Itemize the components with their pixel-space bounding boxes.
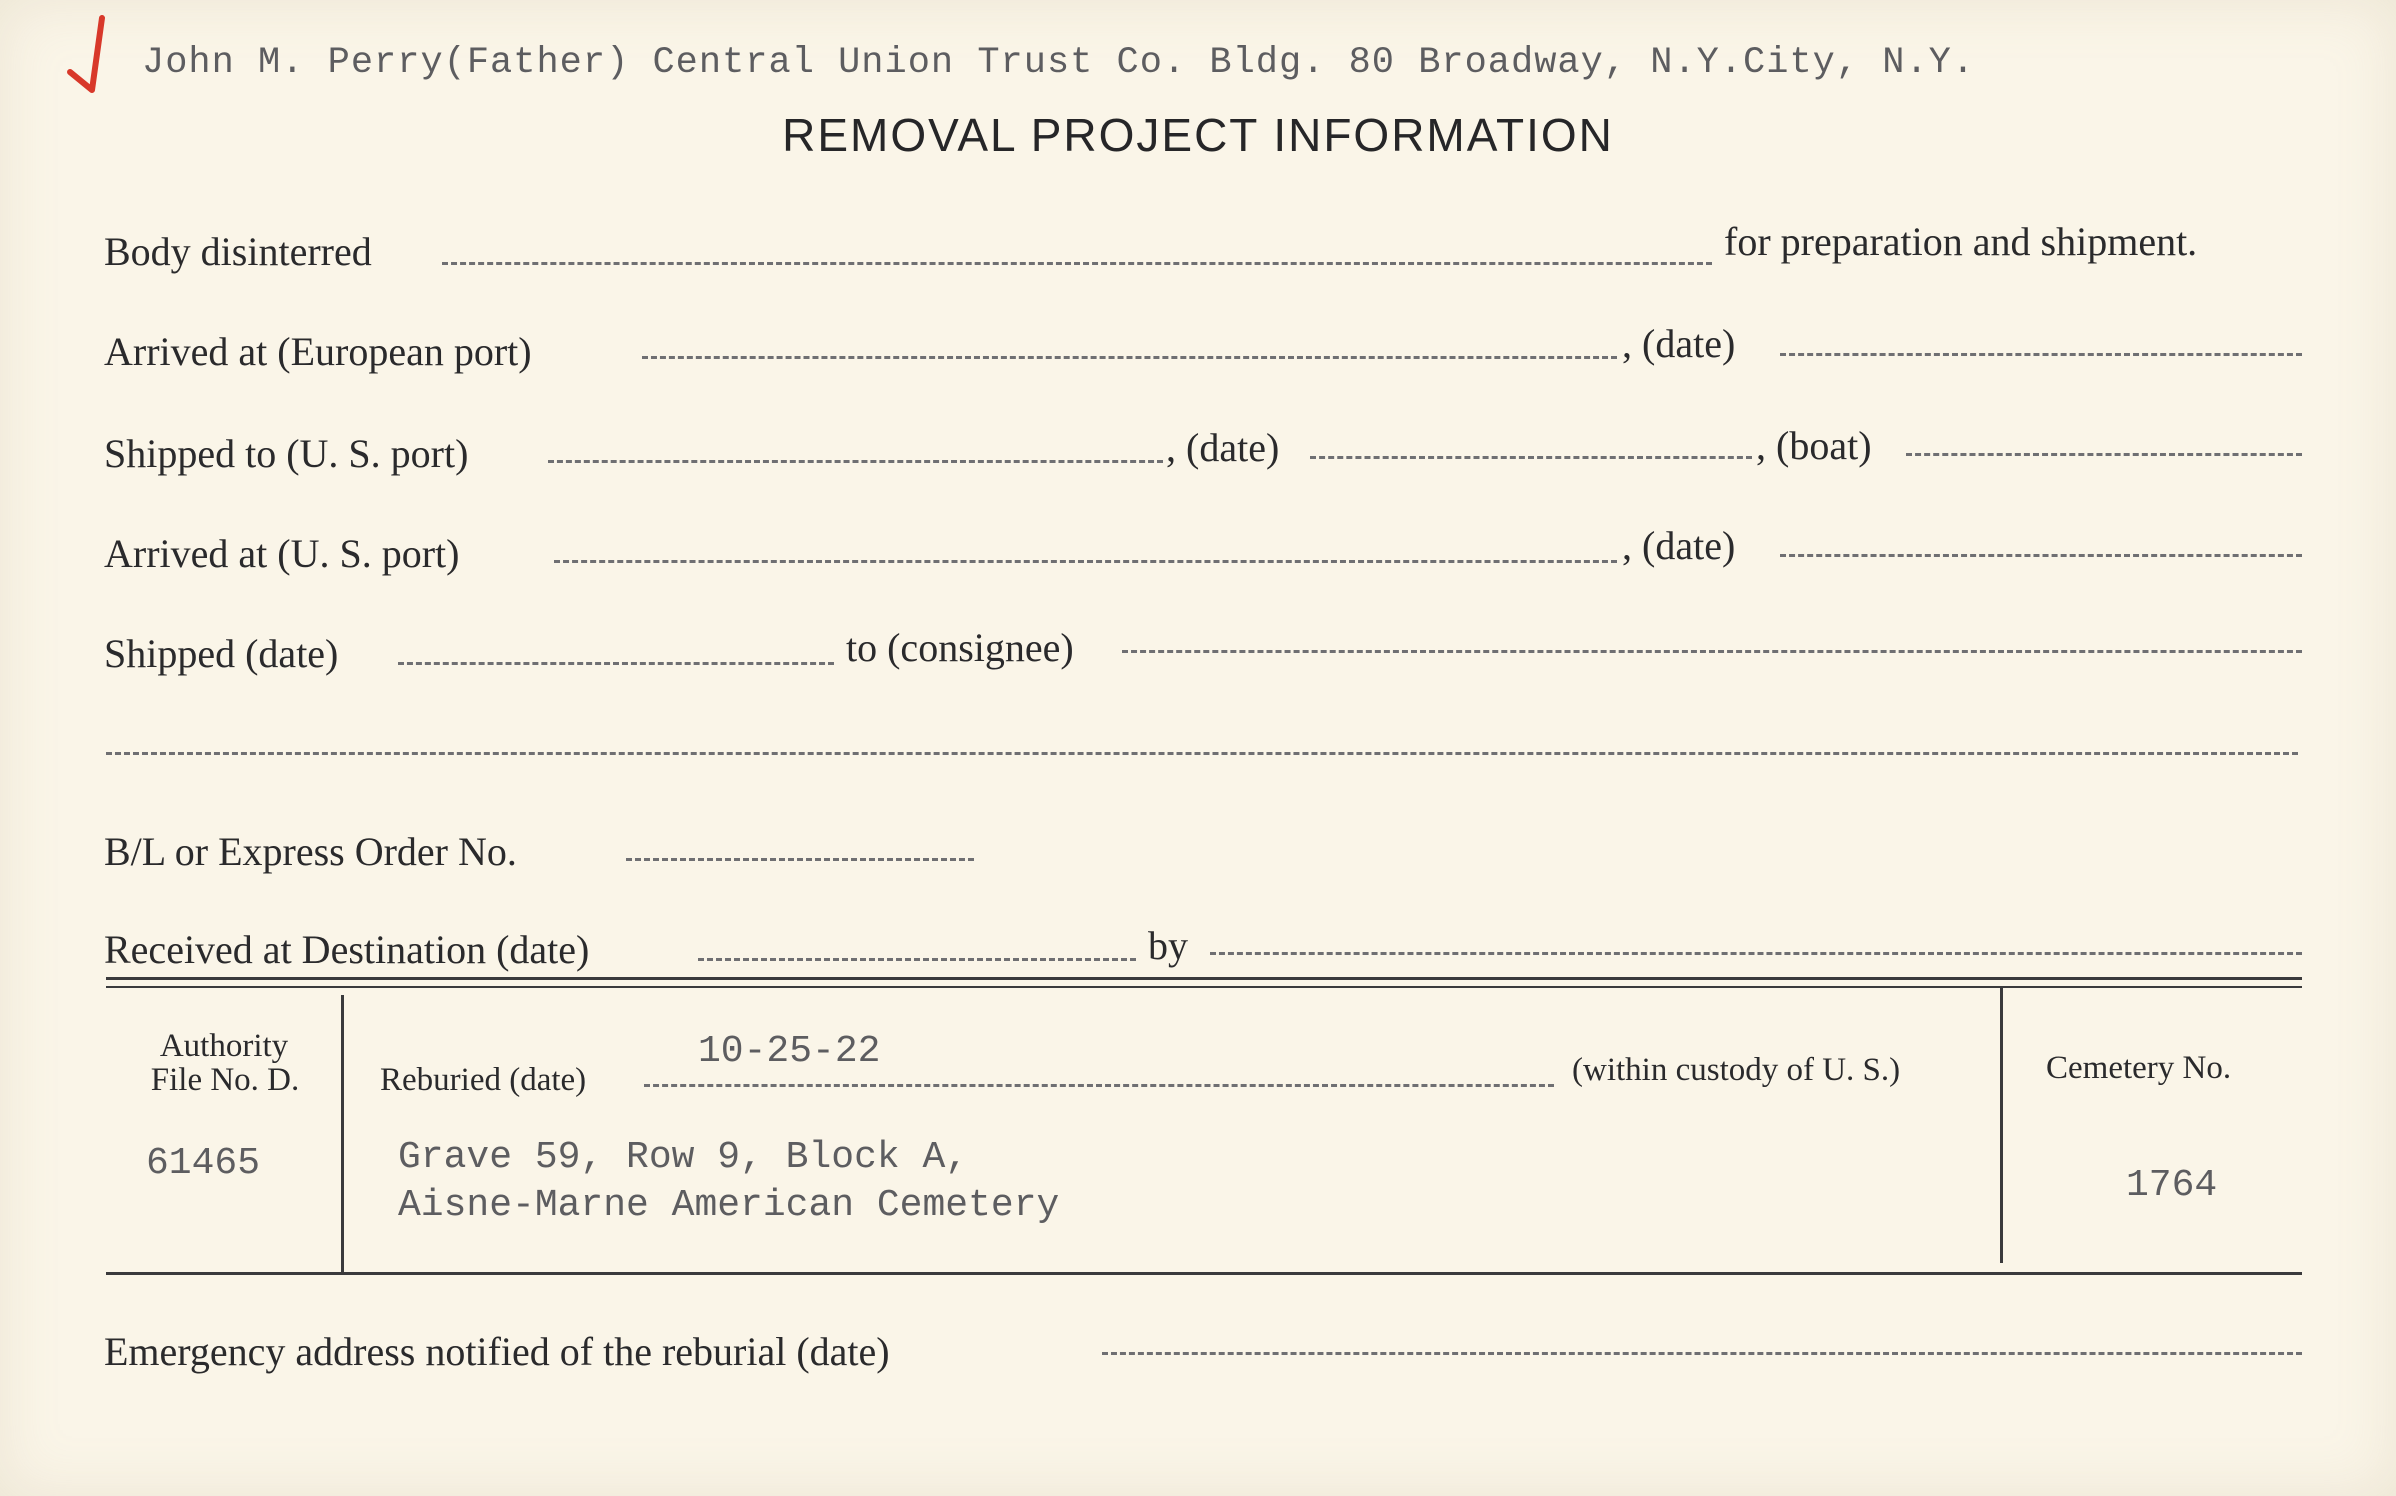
- label-bl-express: B/L or Express Order No.: [104, 829, 517, 874]
- page-title: REMOVAL PROJECT INFORMATION: [782, 109, 1614, 161]
- box-top-rule-inner: [106, 986, 2302, 988]
- label-emergency: Emergency address notified of the reburial (date): [104, 1329, 890, 1374]
- label-cemetery-no: Cemetery No.: [2046, 1050, 2232, 1086]
- field-arrived-us-date: [1780, 554, 2302, 557]
- label-consignee: to (consignee): [846, 625, 1074, 670]
- label-shipped-date: Shipped (date): [104, 631, 339, 676]
- authority-label-2: File No. D.: [150, 1062, 300, 1098]
- label-reburied: Reburied (date): [380, 1062, 587, 1098]
- field-bl-express: [626, 858, 974, 861]
- label-received-destination: Received at Destination (date): [104, 927, 590, 972]
- label-for-prep: for preparation and shipment.: [1724, 219, 2198, 264]
- box-divider-right: [2000, 988, 2003, 1263]
- field-received-by: [1210, 952, 2302, 955]
- authority-label-1: Authority: [159, 1028, 289, 1064]
- cemetery-name: Aisne-Marne American Cemetery: [398, 1184, 1060, 1227]
- label-shipped-to-us: Shipped to (U. S. port): [104, 431, 469, 476]
- typed-address: John M. Perry(Father) Central Union Trust Co. Bldg. 80 Broadway, N.Y.City, N.Y.: [142, 42, 1976, 84]
- field-reburied-date: [644, 1084, 1554, 1087]
- field-ship-date: [1310, 456, 1752, 459]
- label-by: by: [1148, 923, 1188, 968]
- field-body-disinterred: [442, 262, 1712, 265]
- label-date: , (date): [1622, 321, 1736, 366]
- cemetery-number: 1764: [2126, 1164, 2218, 1207]
- authority-file-number: 61465: [146, 1142, 261, 1185]
- label-date: , (date): [1622, 523, 1736, 568]
- field-european-port: [642, 356, 1617, 359]
- label-date: , (date): [1166, 425, 1280, 470]
- field-shipped-date: [398, 662, 834, 665]
- grave-location: Grave 59, Row 9, Block A,: [398, 1136, 969, 1179]
- label-arrived-us: Arrived at (U. S. port): [104, 531, 460, 576]
- field-arrived-us-port: [554, 560, 1617, 563]
- label-custody: (within custody of U. S.): [1572, 1052, 1901, 1088]
- check-mark-icon: [62, 10, 122, 95]
- field-us-port: [548, 460, 1163, 463]
- field-european-date: [1780, 353, 2302, 356]
- field-emergency-date: [1102, 1352, 2302, 1355]
- box-bottom-rule: [106, 1272, 2302, 1275]
- label-boat: , (boat): [1756, 423, 1872, 468]
- reburied-date: 10-25-22: [698, 1030, 881, 1073]
- field-consignee: [1122, 650, 2302, 653]
- box-divider-left: [341, 995, 344, 1273]
- field-consignee-continued: [106, 752, 2298, 755]
- label-body-disinterred: Body disinterred: [104, 229, 372, 274]
- label-arrived-european: Arrived at (European port): [104, 329, 532, 374]
- field-received-date: [698, 958, 1136, 961]
- box-top-rule: [106, 977, 2302, 980]
- field-boat: [1906, 453, 2302, 456]
